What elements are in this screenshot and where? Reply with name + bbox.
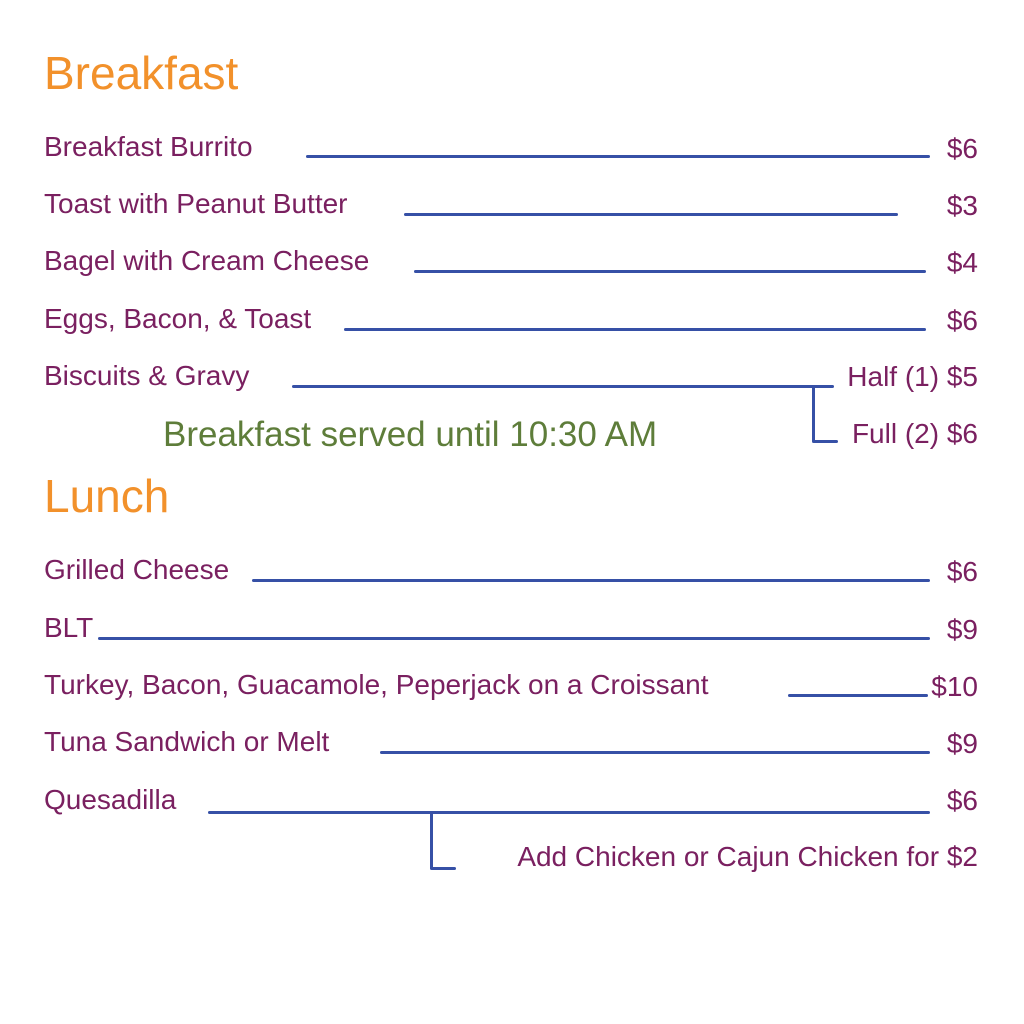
leader-line xyxy=(208,811,930,814)
leader-line xyxy=(380,751,930,754)
leader-line xyxy=(292,385,834,388)
menu-item-turkey-croissant: Turkey, Bacon, Guacamole, Peperjack on a Croissant xyxy=(44,669,709,700)
breakfast-heading: Breakfast xyxy=(44,47,239,99)
price-grilled-cheese: $6 xyxy=(946,556,978,587)
bracket-line xyxy=(430,813,433,869)
breakfast-hours-note: Breakfast served until 10:30 AM xyxy=(163,415,658,454)
price-tuna-sandwich: $9 xyxy=(946,728,978,759)
menu-item-quesadilla: Quesadilla xyxy=(44,784,177,815)
price-bagel-cream-cheese: $4 xyxy=(946,247,978,278)
leader-line xyxy=(344,328,926,331)
bracket-branch xyxy=(430,867,456,870)
menu-item-blt: BLT xyxy=(44,612,94,643)
quesadilla-addon: Add Chicken or Cajun Chicken for $2 xyxy=(517,841,978,872)
option-half: Half (1) $5 xyxy=(847,361,978,392)
price-breakfast-burrito: $6 xyxy=(946,133,978,164)
leader-line xyxy=(252,579,930,582)
menu-item-tuna-sandwich: Tuna Sandwich or Melt xyxy=(44,726,330,757)
option-full: Full (2) $6 xyxy=(851,418,978,449)
price-blt: $9 xyxy=(946,614,978,645)
leader-line xyxy=(404,213,898,216)
price-quesadilla: $6 xyxy=(946,785,978,816)
leader-line xyxy=(414,270,926,273)
leader-line xyxy=(306,155,930,158)
price-turkey-croissant: $10 xyxy=(931,671,978,702)
leader-line xyxy=(788,694,928,697)
menu-item-eggs-bacon-toast: Eggs, Bacon, & Toast xyxy=(44,303,312,334)
bracket-line xyxy=(812,385,815,441)
menu-item-toast-peanut-butter: Toast with Peanut Butter xyxy=(44,188,348,219)
bracket-branch xyxy=(812,440,838,443)
menu-item-bagel-cream-cheese: Bagel with Cream Cheese xyxy=(44,245,370,276)
price-toast-peanut-butter: $3 xyxy=(946,190,978,221)
menu-item-biscuits-gravy: Biscuits & Gravy xyxy=(44,360,250,391)
menu-item-grilled-cheese: Grilled Cheese xyxy=(44,554,230,585)
menu-item-breakfast-burrito: Breakfast Burrito xyxy=(44,131,253,162)
lunch-heading: Lunch xyxy=(44,470,170,522)
leader-line xyxy=(98,637,930,640)
price-eggs-bacon-toast: $6 xyxy=(946,305,978,336)
